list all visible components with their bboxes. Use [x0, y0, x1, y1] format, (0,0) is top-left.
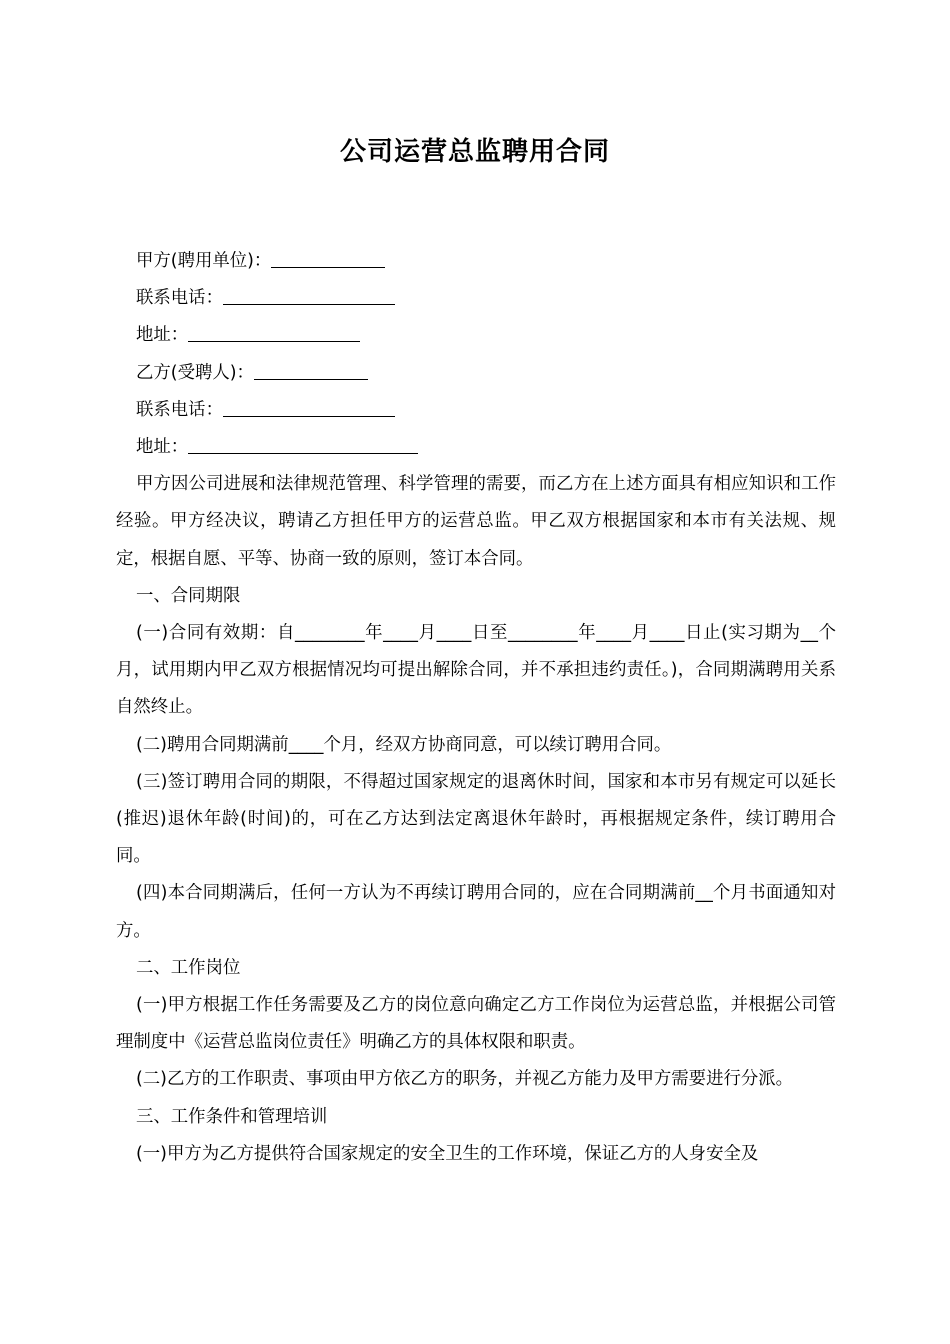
party-a-phone-line	[116, 280, 836, 317]
clause-paragraph: (三)签订聘用合同的期限，不得超过国家规定的退离休时间，国家和本市另有规定可以延长(推迟)退休年龄(时间)的，可在乙方达到法定离退休年龄时，再根据规定条件，续订聘用合同。	[116, 771, 836, 867]
clause-paragraph: (一)甲方为乙方提供符合国家规定的安全卫生的工作环境，保证乙方的人身安全及	[136, 1143, 759, 1164]
party-a-name-blank[interactable]	[271, 249, 385, 268]
clause-paragraph: (二)乙方的工作职责、事项由甲方依乙方的职务，并视乙方能力及甲方需要进行分派。	[136, 1069, 794, 1090]
section-heading: 三、工作条件和管理培训	[136, 1106, 328, 1127]
intro-paragraph: 甲方因公司进展和法律规范管理、科学管理的需要，而乙方在上述方面具有相应知识和工作经验。甲方经决议，聘请乙方担任甲方的运营总监。甲乙双方根据国家和本市有关法规、规定，根据自愿、平等、协商一致的原则，签订本合同。	[116, 474, 836, 569]
clause-paragraph: (二)聘用合同期满前____个月，经双方协商同意，可以续订聘用合同。	[136, 734, 672, 755]
party-a-phone-label: 联系电话：	[136, 288, 223, 309]
party-b-name-blank[interactable]	[254, 360, 368, 379]
party-a-name-line	[116, 243, 836, 280]
clause-paragraph: (一)合同有效期：自________年____月____日至________年____月____日止(实习期为__个月，试用期内甲乙双方根据情况均可提出解除合同，并不承担违约责任。)，合同期满聘用关系自然终止。	[116, 623, 836, 718]
clause-paragraph: (一)甲方根据工作任务需要及乙方的岗位意向确定乙方工作岗位为运营总监，并根据公司管理制度中《运营总监岗位责任》明确乙方的具体权限和职责。	[116, 995, 836, 1053]
party-b-phone-blank[interactable]	[223, 398, 395, 417]
document-body	[116, 243, 836, 1173]
party-b-name-label: 乙方(受聘人)：	[136, 362, 254, 383]
party-a-address-line	[116, 317, 836, 354]
party-b-address-blank[interactable]	[188, 435, 418, 454]
section-heading: 二、工作岗位	[136, 957, 241, 978]
party-b-address-line	[116, 429, 836, 466]
party-b-phone-line	[116, 392, 836, 429]
party-b-address-label: 地址：	[136, 437, 189, 458]
party-a-address-blank[interactable]	[188, 323, 360, 342]
clause-paragraph: (四)本合同期满后，任何一方认为不再续订聘用合同的，应在合同期满前__个月书面通知对方。	[116, 883, 836, 941]
party-a-address-label: 地址：	[136, 325, 189, 346]
section-heading: 一、合同期限	[136, 585, 241, 606]
party-b-phone-label: 联系电话：	[136, 399, 223, 420]
party-a-phone-blank[interactable]	[223, 286, 395, 305]
party-b-name-line	[116, 355, 836, 392]
party-a-name-label: 甲方(聘用单位)：	[136, 251, 272, 271]
document-title: 公司运营总监聘用合同	[339, 137, 610, 167]
